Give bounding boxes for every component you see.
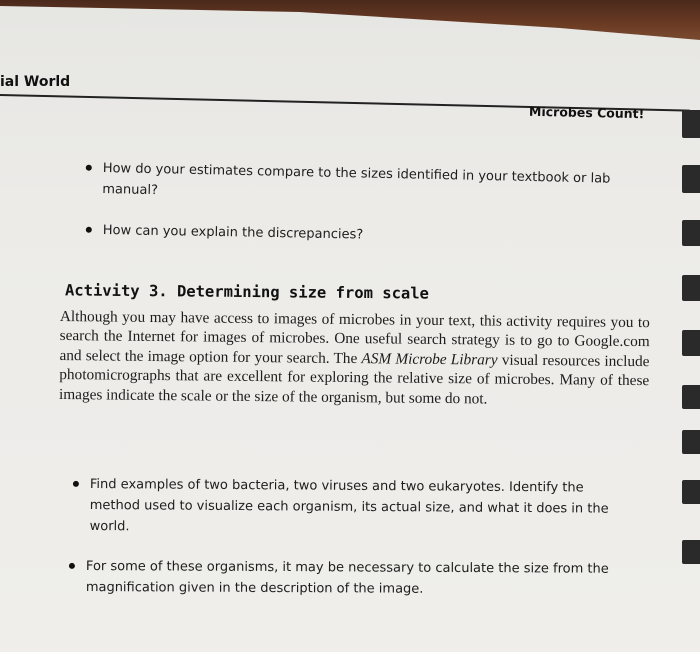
page-tab bbox=[682, 430, 700, 454]
list-item bbox=[102, 158, 623, 211]
page-tab bbox=[682, 540, 700, 564]
activity-paragraph bbox=[59, 307, 650, 410]
page-tab bbox=[682, 385, 700, 409]
bullet-dot bbox=[86, 227, 92, 233]
paragraph-italic-text: ASM Microbe Library bbox=[361, 349, 498, 369]
list-item bbox=[86, 556, 626, 601]
running-header-left: ial World bbox=[0, 74, 71, 90]
page-tab bbox=[682, 330, 700, 356]
running-header-right: Microbes Count! bbox=[528, 103, 645, 122]
list-item bbox=[103, 220, 623, 250]
page-tab bbox=[682, 275, 700, 301]
bullet-text: How can you explain the discrepancies? bbox=[102, 222, 364, 243]
page-tab bbox=[682, 480, 700, 504]
bullet-text: Find examples of two bacteria, two viruses and two eukaryotes. Identify the method used to visualize each organism, its actual size, and what it does in the world. bbox=[89, 476, 609, 535]
bullet-dot bbox=[73, 481, 79, 487]
paragraph-text: visual resources include photomicrographs that are excellent for exploring the relative size of microbes. Many of these images indicate the scale or the size of the organism, but some do not. bbox=[58, 351, 650, 408]
bullet-text: How do your estimates compare to the sizes identified in your textbook or lab manual? bbox=[102, 160, 611, 199]
page-tab bbox=[682, 220, 700, 246]
page-tab bbox=[682, 165, 700, 193]
page-tab bbox=[682, 110, 700, 138]
bullet-dot bbox=[69, 563, 75, 569]
bullet-text: For some of these organisms, it may be necessary to calculate the size from the magnification given in the description of the image. bbox=[85, 558, 609, 597]
activity-heading: Activity 3. Determining size from scale bbox=[64, 281, 430, 303]
bullet-dot bbox=[86, 165, 92, 171]
paragraph-text: Although you may have access to images of microbes in your text, this activity requires you to search the Internet for images of microbes. One useful search strategy is to go to Google.com and select the image option for your search. The bbox=[59, 307, 650, 367]
page-edge-tabs bbox=[670, 110, 700, 650]
list-item bbox=[90, 474, 620, 541]
